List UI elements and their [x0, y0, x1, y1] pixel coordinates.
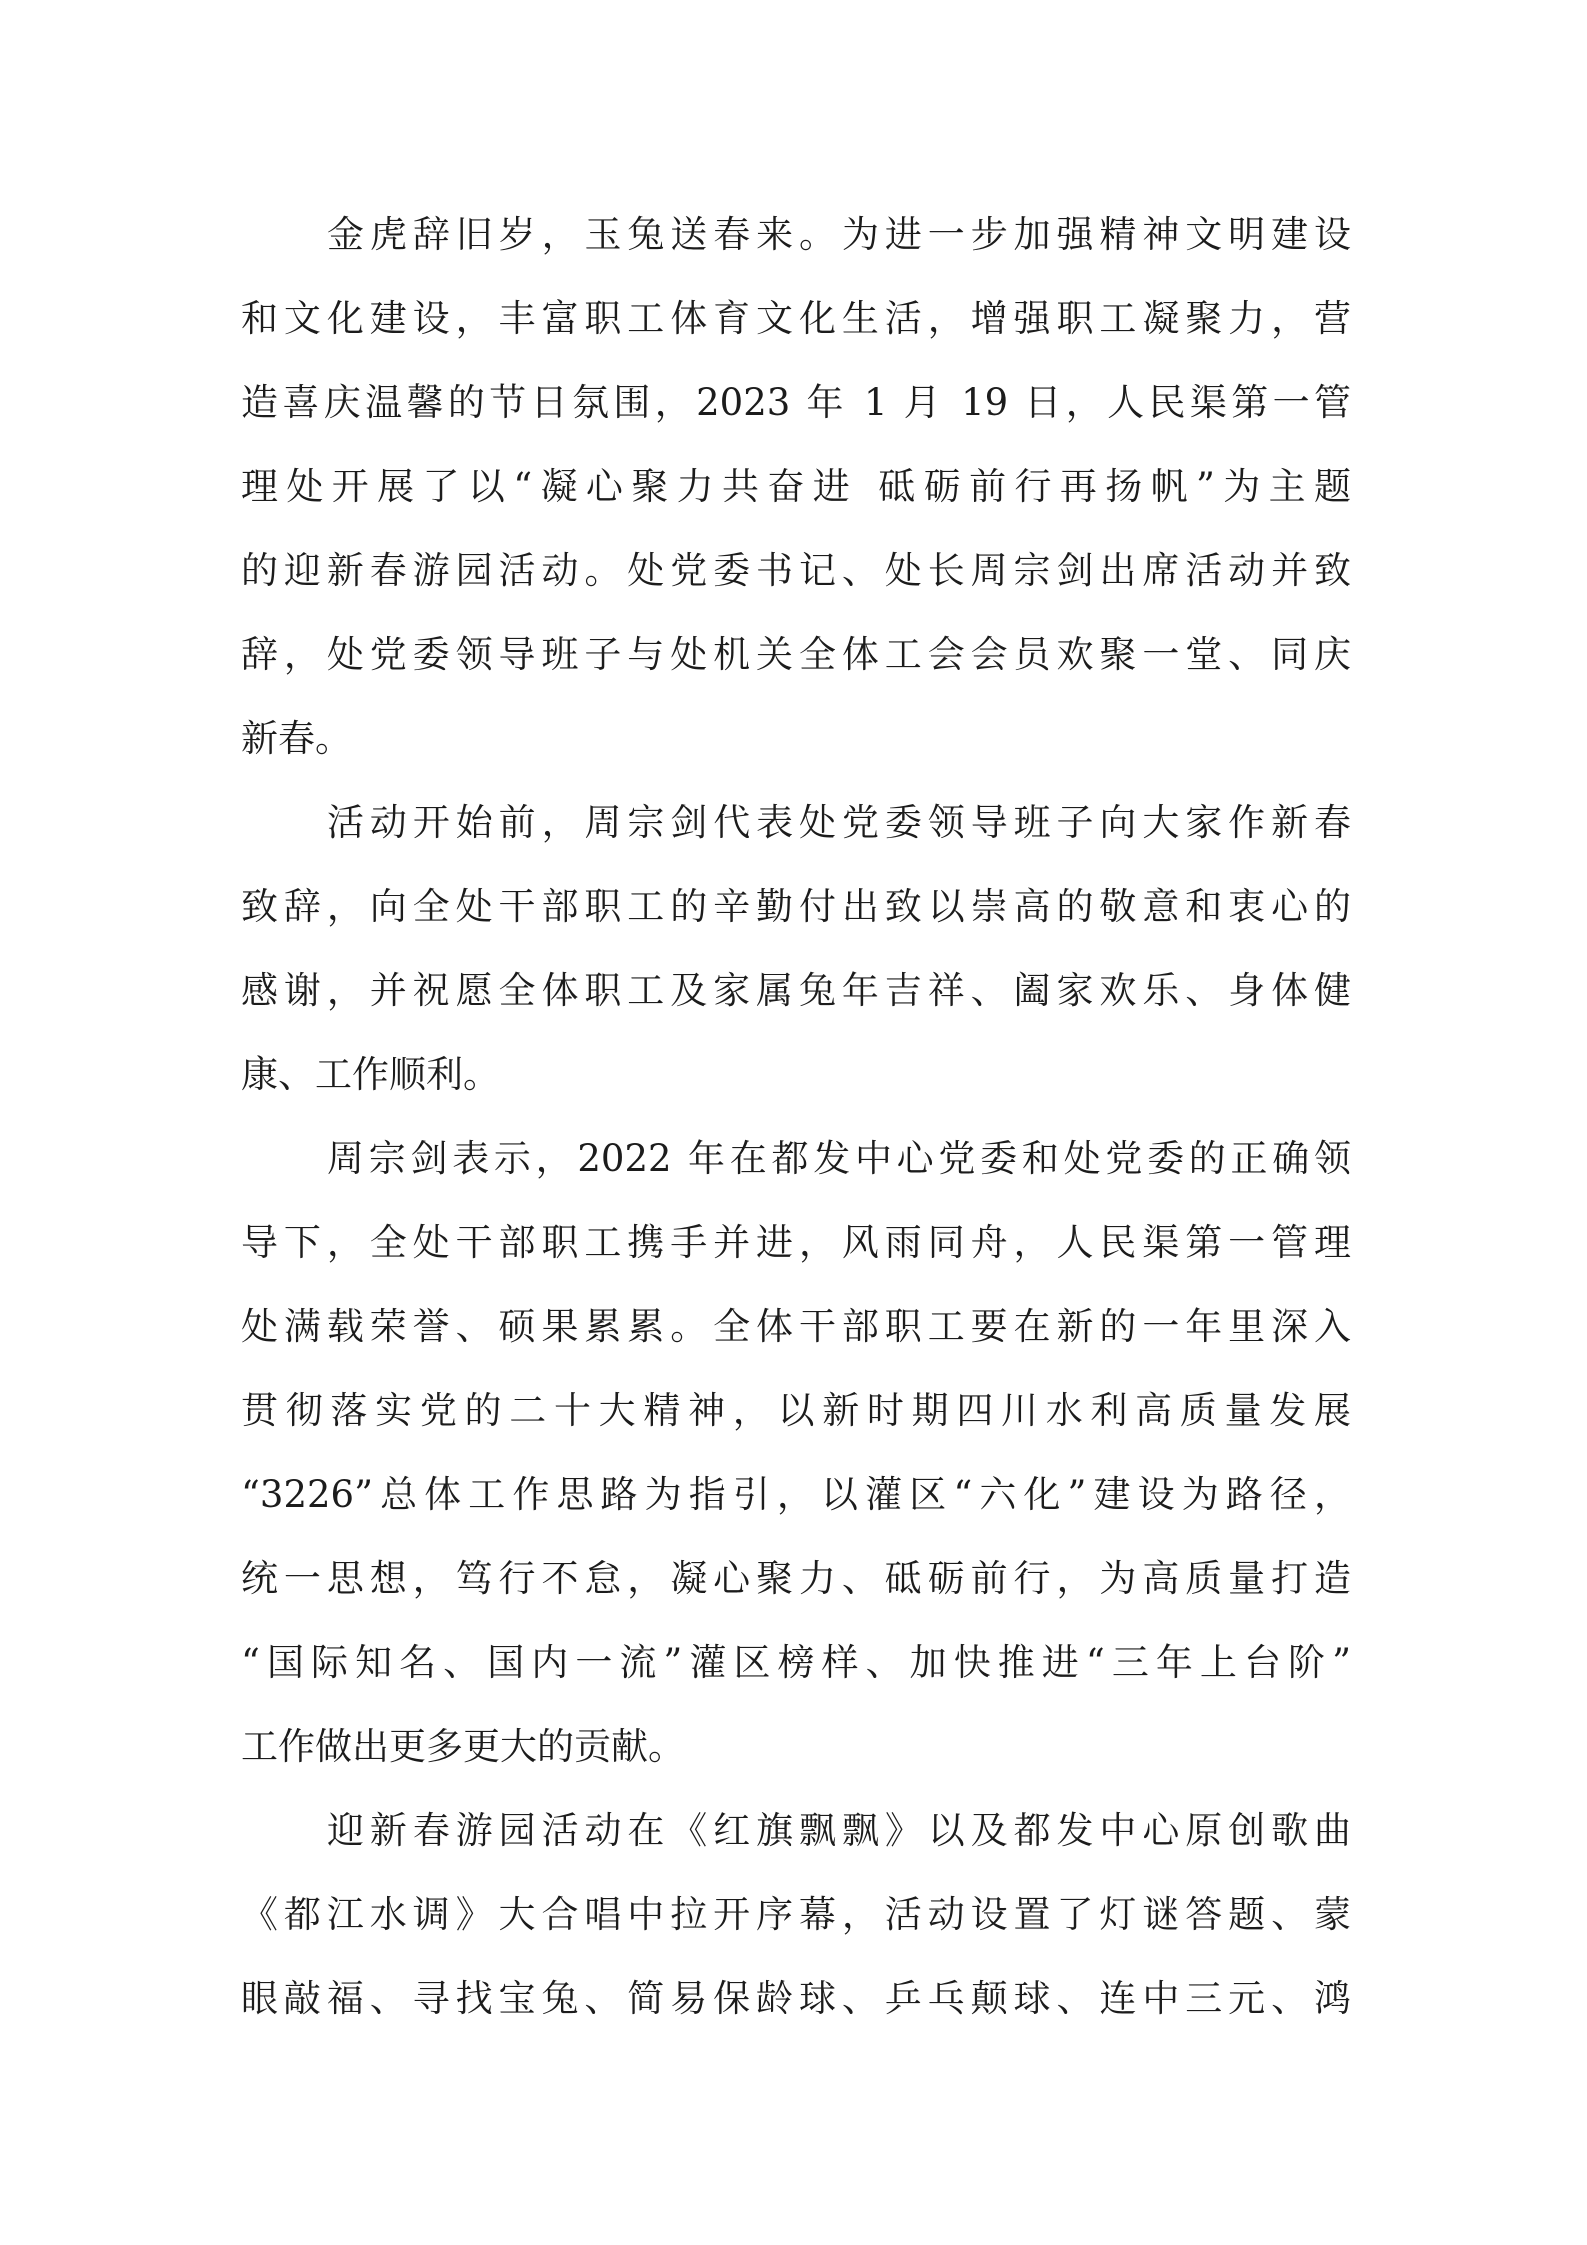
paragraph-1-line-5: 的迎新春游园活动。处党委书记、处长周宗剑出席活动并致	[241, 549, 1351, 592]
paragraph-2-line-4: 康、工作顺利。	[241, 1053, 500, 1096]
paragraph-1-line-2: 和文化建设，丰富职工体育文化生活，增强职工凝聚力，营	[241, 297, 1351, 340]
paragraph-3-line-4: 贯彻落实党的二十大精神，以新时期四川水利高质量发展	[241, 1389, 1351, 1432]
paragraph-1-line-1: 金虎辞旧岁，玉兔送春来。为进一步加强精神文明建设	[327, 213, 1351, 256]
paragraph-1-line-6: 辞，处党委领导班子与处机关全体工会会员欢聚一堂、同庆	[241, 633, 1351, 676]
paragraph-3-line-2: 导下，全处干部职工携手并进，风雨同舟，人民渠第一管理	[241, 1221, 1351, 1264]
paragraph-3-line-6: 统一思想，笃行不怠，凝心聚力、砥砺前行，为高质量打造	[241, 1557, 1351, 1600]
paragraph-2-line-2: 致辞，向全处干部职工的辛勤付出致以崇高的敬意和衷心的	[241, 885, 1351, 928]
paragraph-1-line-7: 新春。	[241, 717, 352, 760]
paragraph-3-line-3: 处满载荣誉、硕果累累。全体干部职工要在新的一年里深入	[241, 1305, 1351, 1348]
paragraph-4-line-2: 《都江水调》大合唱中拉开序幕，活动设置了灯谜答题、蒙	[241, 1893, 1351, 1936]
paragraph-3-line-7: “国际知名、国内一流”灌区榜样、加快推进“三年上台阶”	[241, 1641, 1351, 1684]
paragraph-3-line-5: “3226”总体工作思路为指引，以灌区“六化”建设为路径，	[241, 1473, 1351, 1516]
paragraph-1-line-3: 造喜庆温馨的节日氛围，2023 年 1 月 19 日，人民渠第一管	[241, 381, 1351, 424]
paragraph-2-line-1: 活动开始前，周宗剑代表处党委领导班子向大家作新春	[327, 801, 1351, 844]
paragraph-4-line-3: 眼敲福、寻找宝兔、简易保龄球、乒乓颠球、连中三元、鸿	[241, 1977, 1351, 2020]
paragraph-3-line-8: 工作做出更多更大的贡献。	[241, 1725, 685, 1768]
paragraph-4-line-1: 迎新春游园活动在《红旗飘飘》以及都发中心原创歌曲	[327, 1809, 1351, 1852]
paragraph-2-line-3: 感谢，并祝愿全体职工及家属兔年吉祥、阖家欢乐、身体健	[241, 969, 1351, 1012]
paragraph-3-line-1: 周宗剑表示，2022 年在都发中心党委和处党委的正确领	[327, 1137, 1351, 1180]
paragraph-1-line-4: 理处开展了以“凝心聚力共奋进 砥砺前行再扬帆”为主题	[241, 465, 1351, 508]
